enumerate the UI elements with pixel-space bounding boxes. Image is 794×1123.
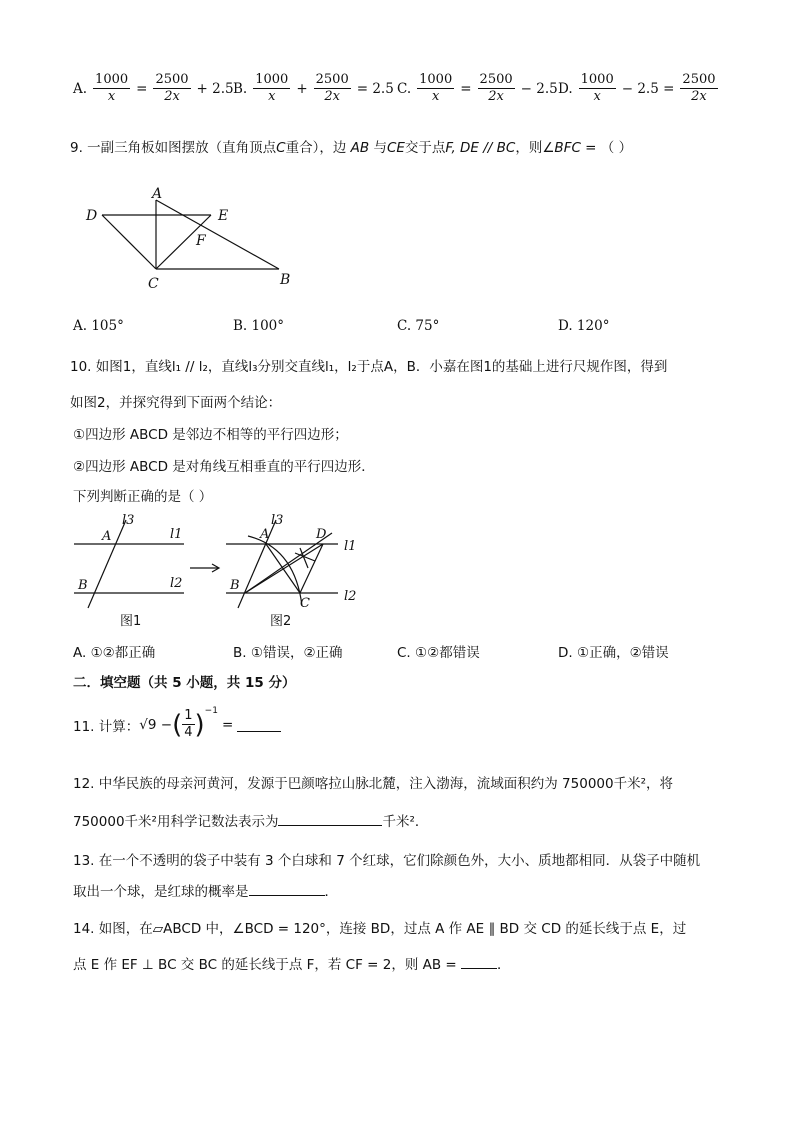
section-title: 二．填空题（共 5 小题，共 15 分） (73, 675, 296, 691)
q11-answer-blank[interactable] (237, 717, 281, 732)
q9-option-b: B. 100° (233, 318, 285, 334)
q10-line4: ②四边形 ABCD 是对角线互相垂直的平行四边形． (73, 459, 375, 475)
q13-line1: 13. 在一个不透明的袋子中装有 3 个白球和 7 个红球，它们除颜色外，大小、质地都相同．从袋子中随机 (73, 853, 701, 869)
q10-figures (70, 508, 370, 633)
q9-option-c: C. 75° (397, 318, 440, 334)
q10-line5: 下列判断正确的是（ ） (73, 489, 213, 505)
q11: 11. 计算： √9 − ( $\frac{1}{4}$ ) $^{-1}$ = (73, 708, 281, 741)
q12-line1: 12. 中华民族的母亲河黄河，发源于巴颜喀拉山脉北麓，注入渤海，流域面积约为 750000千米²，将 (73, 776, 673, 792)
q10-option-d: D. ①正确，②错误 (558, 645, 669, 661)
q10-option-b: B. ①错误，②正确 (233, 645, 343, 661)
q10-line3: ①四边形 ABCD 是邻边不相等的平行四边形； (73, 427, 348, 443)
fig2-label-A: A (260, 527, 270, 542)
q12-answer-blank[interactable] (278, 811, 382, 826)
fig2-label-C: C (300, 596, 310, 611)
fig2-label-l3: l3 (271, 513, 284, 528)
q10-line2: 如图2，并探究得到下面两个结论： (70, 395, 282, 411)
fig1-label-A: A (102, 529, 112, 544)
q9-option-a: A. 105° (73, 318, 124, 334)
point-label-D: D (86, 208, 98, 224)
point-label-F: F (196, 233, 206, 249)
q14-line1: 14. 如图，在▱ABCD 中，∠BCD = 120°，连接 BD，过点 A 作 AE ∥ BD 交 CD 的延长线于点 E，过 (73, 921, 687, 937)
q10-line1: 10. 如图1，直线l₁ // l₂，直线l₃分别交直线l₁，l₂于点A，B．小嘉在图1的基础上进行尺规作图，得到 (70, 359, 668, 375)
point-label-C: C (148, 276, 159, 292)
q10-option-a: A. ①②都正确 (73, 645, 156, 661)
q8-option-a: A. $\frac{1000}{x}$ = $\frac{2500}{2x}$ + 2.5 (73, 72, 234, 104)
fig1-label-l3: l3 (122, 513, 135, 528)
fig1-label-B: B (78, 578, 88, 593)
q9-option-d: D. 120° (558, 318, 610, 334)
point-label-E: E (218, 208, 229, 224)
q12-line2: 750000千米²用科学记数法表示为 千米²． (73, 810, 428, 830)
fig1-label-l1: l1 (170, 527, 183, 542)
fig2-label-B: B (230, 578, 240, 593)
fig2-label-l1: l1 (344, 539, 357, 554)
fig1-caption: 图1 (120, 614, 142, 629)
q14-line2: 点 E 作 EF ⊥ BC 交 BC 的延长线于点 F，若 CF = 2，则 AB = ． (73, 953, 511, 973)
q9-figure (80, 180, 310, 300)
q8-option-b: B. $\frac{1000}{x}$ + $\frac{2500}{2x}$ = 2.5 (233, 72, 394, 104)
fig1-label-l2: l2 (170, 576, 183, 591)
q10-option-c: C. ①②都错误 (397, 645, 480, 661)
point-label-A: A (152, 186, 163, 202)
fig2-label-l2: l2 (344, 589, 357, 604)
q13-answer-blank[interactable] (249, 881, 325, 896)
fig2-label-D: D (316, 527, 327, 542)
point-label-B: B (280, 272, 291, 288)
fig2-caption: 图2 (270, 614, 292, 629)
q14-answer-blank[interactable] (461, 954, 497, 969)
q9-stem: 9. 一副三角板如图摆放（直角顶点C重合），边 AB 与CE交于点F, DE // BC，则∠BFC = （ ） (70, 140, 633, 156)
q8-option-d: D. $\frac{1000}{x}$ − 2.5 = $\frac{2500}{2x}$ (558, 72, 716, 104)
q13-line2: 取出一个球，是红球的概率是 ． (73, 880, 338, 900)
q8-option-c: C. $\frac{1000}{x}$ = $\frac{2500}{2x}$ − 2.5 (397, 72, 558, 104)
